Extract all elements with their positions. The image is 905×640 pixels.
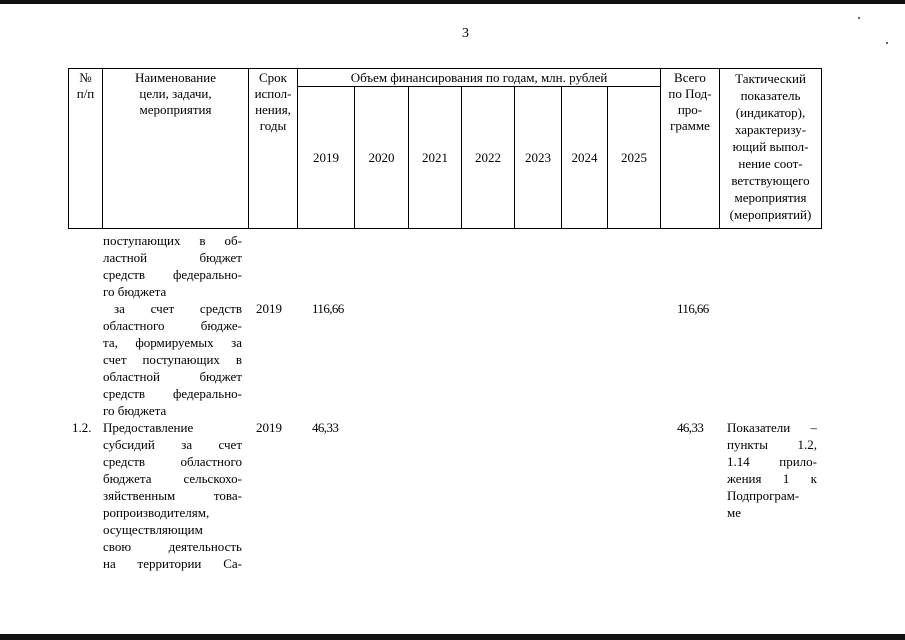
table-row-1-2-number: 1.2. bbox=[72, 420, 92, 435]
header-name-column: Наименование цели, задачи, мероприятия bbox=[135, 70, 216, 117]
page-number: 3 bbox=[462, 26, 469, 41]
header-year-2021: 2021 bbox=[422, 150, 448, 165]
header-year-2020: 2020 bbox=[368, 150, 395, 165]
scan-speck bbox=[858, 17, 860, 19]
table-row-1-2-indicator: Показатели – пункты 1.2, 1.14 прило- жения 1 к Подпрограм- ме bbox=[727, 420, 817, 520]
table-row-continuation-name: поступающих в об- ластной бюджет средств федерально- го бюджета bbox=[103, 233, 242, 299]
header-total-column: Всего по Под- про- грамме bbox=[668, 70, 712, 133]
table-row-regional-budget-term: 2019 bbox=[256, 301, 282, 316]
scan-border-top bbox=[0, 0, 905, 4]
header-number-column: № п/п bbox=[76, 70, 95, 101]
header-year-2022: 2022 bbox=[475, 150, 501, 165]
table-row-1-2-total: 46,33 bbox=[677, 420, 704, 435]
table-row-1-2-value-2019: 46,33 bbox=[312, 420, 339, 435]
header-year-2024: 2024 bbox=[571, 150, 598, 165]
table-row-regional-budget-name: за счет средств bbox=[114, 301, 242, 316]
header-term-column: Срок испол- нения, годы bbox=[254, 70, 292, 133]
scan-speck bbox=[886, 42, 888, 44]
header-year-2025: 2025 bbox=[621, 150, 647, 165]
table-row-1-2-name: Предоставление субсидий за счет средств областного бюджета сельскохо- зяйственным това- ропроизводителям, осуществляющим свою деятельность на территории Са- bbox=[103, 420, 242, 571]
header-indicator-column: Тактический показатель (индикатор), характеризу- ющий выпол- нение соот- ветствующего мероприятия (мероприятий) bbox=[729, 71, 812, 222]
header-year-2019: 2019 bbox=[313, 150, 339, 165]
header-financing-group: Объем финансирования по годам, млн. рублей bbox=[350, 70, 608, 85]
header-year-2023: 2023 bbox=[525, 150, 551, 165]
table-row-regional-budget-total: 116,66 bbox=[677, 301, 709, 316]
table-row-1-2-term: 2019 bbox=[256, 420, 282, 435]
table-row-regional-budget-value-2019: 116,66 bbox=[312, 301, 344, 316]
scan-border-bottom bbox=[0, 634, 905, 640]
table-row-regional-budget-name-cont: областного бюдже- та, формируемых за счет поступающих в областной бюджет средств федерально- го бюджета bbox=[103, 318, 242, 418]
